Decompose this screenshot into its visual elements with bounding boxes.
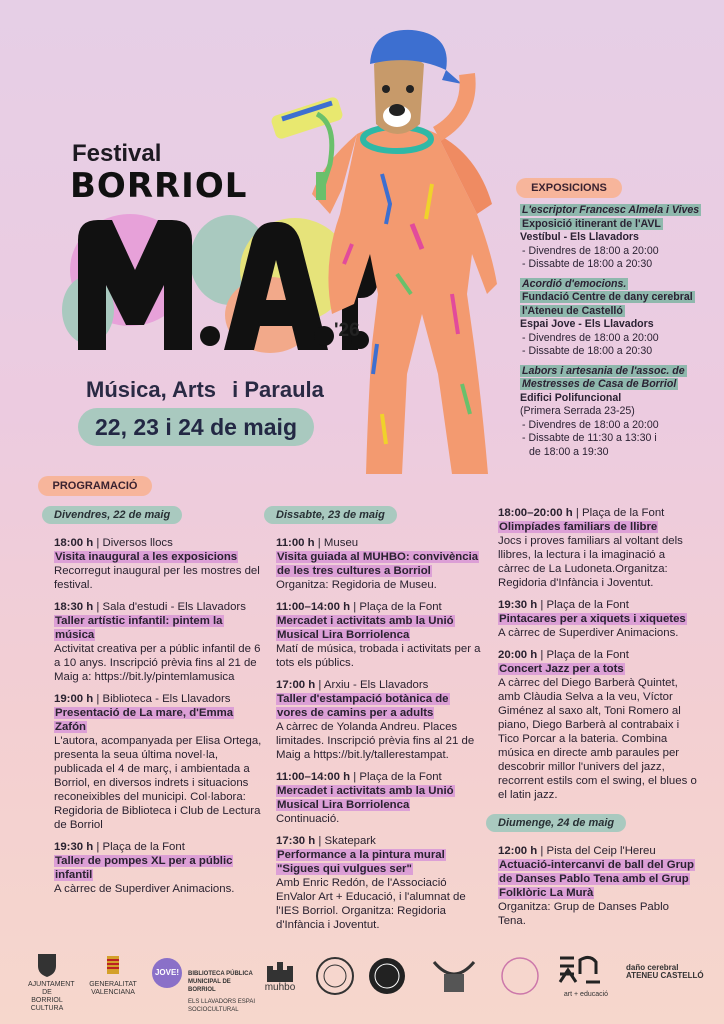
event-item (54, 536, 262, 592)
folk-group-logo (366, 956, 408, 999)
day-label: Diumenge, 24 de maig (486, 814, 626, 832)
logo-text: daño cerebral ATENEU CASTELLÓ (626, 963, 704, 980)
year-label: '26 (334, 320, 360, 341)
event-place: | Plaça de la Font (350, 601, 442, 613)
exhibition-place: Edifici Polifuncional (520, 391, 622, 404)
event-item (276, 770, 482, 826)
dog-painter-illustration (262, 14, 532, 484)
event-description: Matí de música, trobada i activitats per a tots els públics. (276, 643, 481, 669)
event-place: | Diversos llocs (93, 537, 173, 549)
event-place: | Pista del Ceip l'Hereu (537, 845, 656, 857)
event-description: A càrrec de Yolanda Andreu. Places limitades. Inscripció prèvia fins al 21 de Maig a https://bit.ly/tallerestampat. (276, 721, 475, 761)
seal-icon (500, 956, 540, 996)
event-title: Taller d'estampació botànica de vores de camins per a adults (277, 693, 449, 719)
event-place: | Plaça de la Font (537, 599, 629, 611)
event-time: 18:30 h (54, 601, 94, 613)
event-description: A càrrec del Diego Barberà Quintet, amb Clàudia Selva a la veu, Víctor Giménez al saxo alt, Toni Romero al piano, Diego Barberà al contrabaix i Tico Porcar a la bateria. Combina música en directe amb paraules per descobrir millor l'univers del jazz, recorrent estils com el swing, el blues o el latin jazz. (498, 677, 697, 801)
event-item (276, 678, 482, 762)
event-title: Performance a la pintura mural "Sigues qui vulgues ser" (277, 849, 445, 875)
event-description: Continuació. (276, 813, 340, 825)
exhibitions-label: EXPOSICIONS (516, 178, 622, 198)
event-title: Visita inaugural a les exposicions (55, 551, 238, 563)
exhibition-item (520, 365, 714, 460)
event-time: 19:30 h (54, 841, 94, 853)
event-time: 18:00–20:00 h (498, 507, 573, 519)
logo-text: JOVE! (152, 958, 182, 988)
event-time: 12:00 h (498, 845, 538, 857)
exhibition-item (520, 204, 714, 272)
exhibition-time: - Dissabte de 11:30 a 13:30 i (522, 432, 657, 444)
ajuntament-logo (28, 952, 75, 1013)
event-place: | Plaça de la Font (537, 649, 629, 661)
event-description: A càrrec de Superdiver Animacions. (54, 883, 235, 895)
event-item (54, 692, 262, 832)
event-time: 17:30 h (276, 835, 316, 847)
programme-label: PROGRAMACIÓ (38, 476, 152, 496)
event-place: | Biblioteca - Els Llavadors (93, 693, 231, 705)
event-place: | Plaça de la Font (93, 841, 185, 853)
event-item (276, 834, 482, 932)
dano-cerebral-logo (626, 964, 706, 980)
logo-text: muhbo (264, 982, 296, 993)
event-title: Concert Jazz per a tots (499, 663, 624, 675)
day-label: Divendres, 22 de maig (42, 506, 182, 524)
exhibition-subtitle: Exposició itinerant de l'AVL (522, 217, 661, 230)
event-place: | Sala d'estudi - Els Llavadors (93, 601, 246, 613)
event-title: Olimpíades familiars de llibre (499, 521, 658, 533)
event-description: Amb Enric Redón, de l'Associació EnValor Art + Educació, i l'alumnat de l'IES Borriol. Organitza: Regidoria d'Infància i Joventut. (276, 877, 466, 931)
event-description: Activitat creativa per a públic infantil de 6 a 10 anys. Inscripció prèvia fins al 21 de Maig a: https://bit.ly/pintemlamusica (54, 643, 261, 683)
event-item (276, 600, 482, 670)
shield-icon (36, 952, 58, 978)
ludoneta-logo (498, 956, 542, 999)
event-title: Taller de pompes XL per a públic infantil (55, 855, 233, 881)
event-title: Actuació-intercanvi de ball del Grup de Danses Pablo Tena amb el Grup Folklòric La Murà (499, 859, 694, 899)
event-time: 11:00 h (276, 537, 315, 549)
event-title: Presentació de La mare, d'Emma Zafón (55, 707, 234, 733)
logo-text: art + educació (563, 991, 609, 998)
seal-icon (315, 956, 355, 996)
exhibition-time: - Divendres de 18:00 a 20:00 (522, 244, 659, 257)
event-title: Mercadet i activitats amb la Unió Musical Lira Borriolenca (277, 785, 454, 811)
exhibition-time: - Divendres de 18:00 a 20:00 (522, 331, 659, 344)
subtitle-line2: i Paraula (232, 377, 324, 402)
jove-logo (150, 958, 184, 988)
event-description: Organitza: Regidoria de Museu. (276, 579, 437, 591)
event-time: 18:00 h (54, 537, 94, 549)
festival-label: Festival (72, 140, 162, 167)
exhibition-item (520, 278, 714, 359)
exhibition-address: (Primera Serrada 23-25) (520, 405, 635, 417)
exhibition-title: L'escriptor Francesc Almela i Vives (522, 204, 700, 216)
event-item (498, 506, 698, 590)
envalor-wordmark-icon (556, 952, 616, 988)
event-title: Taller artístic infantil: pintem la música (55, 615, 223, 641)
event-description: A càrrec de Superdiver Animacions. (498, 627, 679, 639)
seal-icon (367, 956, 407, 996)
lira-logo (424, 956, 484, 999)
exhibition-place: Espai Jove - Els Llavadors (520, 318, 654, 330)
logo-text: BIBLIOTECA PÚBLICA MUNICIPAL DE BORRIOL (188, 971, 253, 993)
exhibition-time: - Dissabte de 18:00 a 20:30 (522, 345, 653, 357)
event-title: Mercadet i activitats amb la Unió Musical Lira Borriolenca (277, 615, 454, 641)
day-label: Dissabte, 23 de maig (264, 506, 397, 524)
borriol-label: BORRIOL (70, 166, 248, 206)
logo-text: ELS LLAVADORS ESPAI SOCIOCULTURAL (188, 999, 256, 1013)
exhibitions-list (520, 204, 714, 465)
event-description: Organitza: Grup de Danses Pablo Tena. (498, 901, 669, 927)
muhbo-logo (260, 960, 300, 992)
dances-seal-logo (314, 956, 356, 999)
event-title: Visita guiada al MUHBO: convivència de les tres cultures a Borriol (277, 551, 479, 577)
event-description: Jocs i proves familiars al voltant dels llibres, la lectura i la imaginació a càrrec de La Ludoneta.Organitza: Regidoria d'Infància i Joventut. (498, 535, 683, 589)
exhibition-place: Vestíbul - Els Llavadors (520, 231, 639, 243)
envalor-logo (554, 952, 618, 999)
event-place: | Arxiu - Els Llavadors (315, 679, 429, 691)
exhibition-title: Labors i artesania de l'assoc. de Mestresses de Casa de Borriol (522, 364, 685, 390)
event-time: 17:00 h (276, 679, 316, 691)
exhibition-time: - Dissabte de 18:00 a 20:30 (522, 258, 653, 270)
event-time: 20:00 h (498, 649, 538, 661)
event-place: | Skatepark (315, 835, 376, 847)
exhibition-subtitle: Fundació Centre de dany cerebral l'Ateneu de Castelló (522, 291, 693, 317)
event-place: | Museu (314, 537, 359, 549)
event-description: Recorregut inaugural per les mostres del festival. (54, 565, 260, 591)
castle-icon (265, 960, 295, 982)
sponsor-logos (28, 950, 708, 1013)
event-item (498, 648, 698, 802)
logo-text: GENERALITAT VALENCIANA (89, 981, 137, 996)
logo-text: AJUNTAMENT DE BORRIOL CULTURA (28, 981, 75, 1012)
programme-column-saturday (276, 506, 482, 940)
generalitat-logo (86, 952, 140, 997)
event-place: | Plaça de la Font (572, 507, 665, 519)
subtitle-line1: Música, Arts (86, 377, 217, 402)
programme-column-friday (54, 506, 262, 904)
exhibition-time: de 18:00 a 19:30 (529, 445, 609, 458)
exhibition-title: Acordió d'emocions. (522, 277, 627, 290)
event-time: 19:30 h (498, 599, 538, 611)
programme-column-sunday (498, 506, 698, 936)
exhibition-time: - Divendres de 18:00 a 20:00 (522, 418, 659, 431)
event-description: L'autora, acompanyada per Elisa Ortega, presenta la seua última novel·la, publicada el 4 de març, i ambientada a Borriol, en diversos indrets i situacions reconeixibles del municipi. Col·labora: Regidoria de Biblioteca i Club de Lectura de Borriol (54, 735, 262, 831)
event-item (54, 600, 262, 684)
event-item (498, 844, 698, 928)
event-item (498, 598, 698, 640)
biblioteca-logo (188, 970, 258, 1014)
coat-of-arms-icon (104, 952, 122, 978)
event-time: 19:00 h (54, 693, 94, 705)
lyre-icon (426, 956, 482, 996)
event-title: Pintacares per a xiquets i xiquetes (499, 613, 686, 625)
event-place: | Plaça de la Font (350, 771, 442, 783)
event-time: 11:00–14:00 h (276, 601, 351, 613)
event-time: 11:00–14:00 h (276, 771, 351, 783)
event-item (54, 840, 262, 896)
festival-dates: 22, 23 i 24 de maig (78, 408, 314, 446)
event-item (276, 536, 482, 592)
